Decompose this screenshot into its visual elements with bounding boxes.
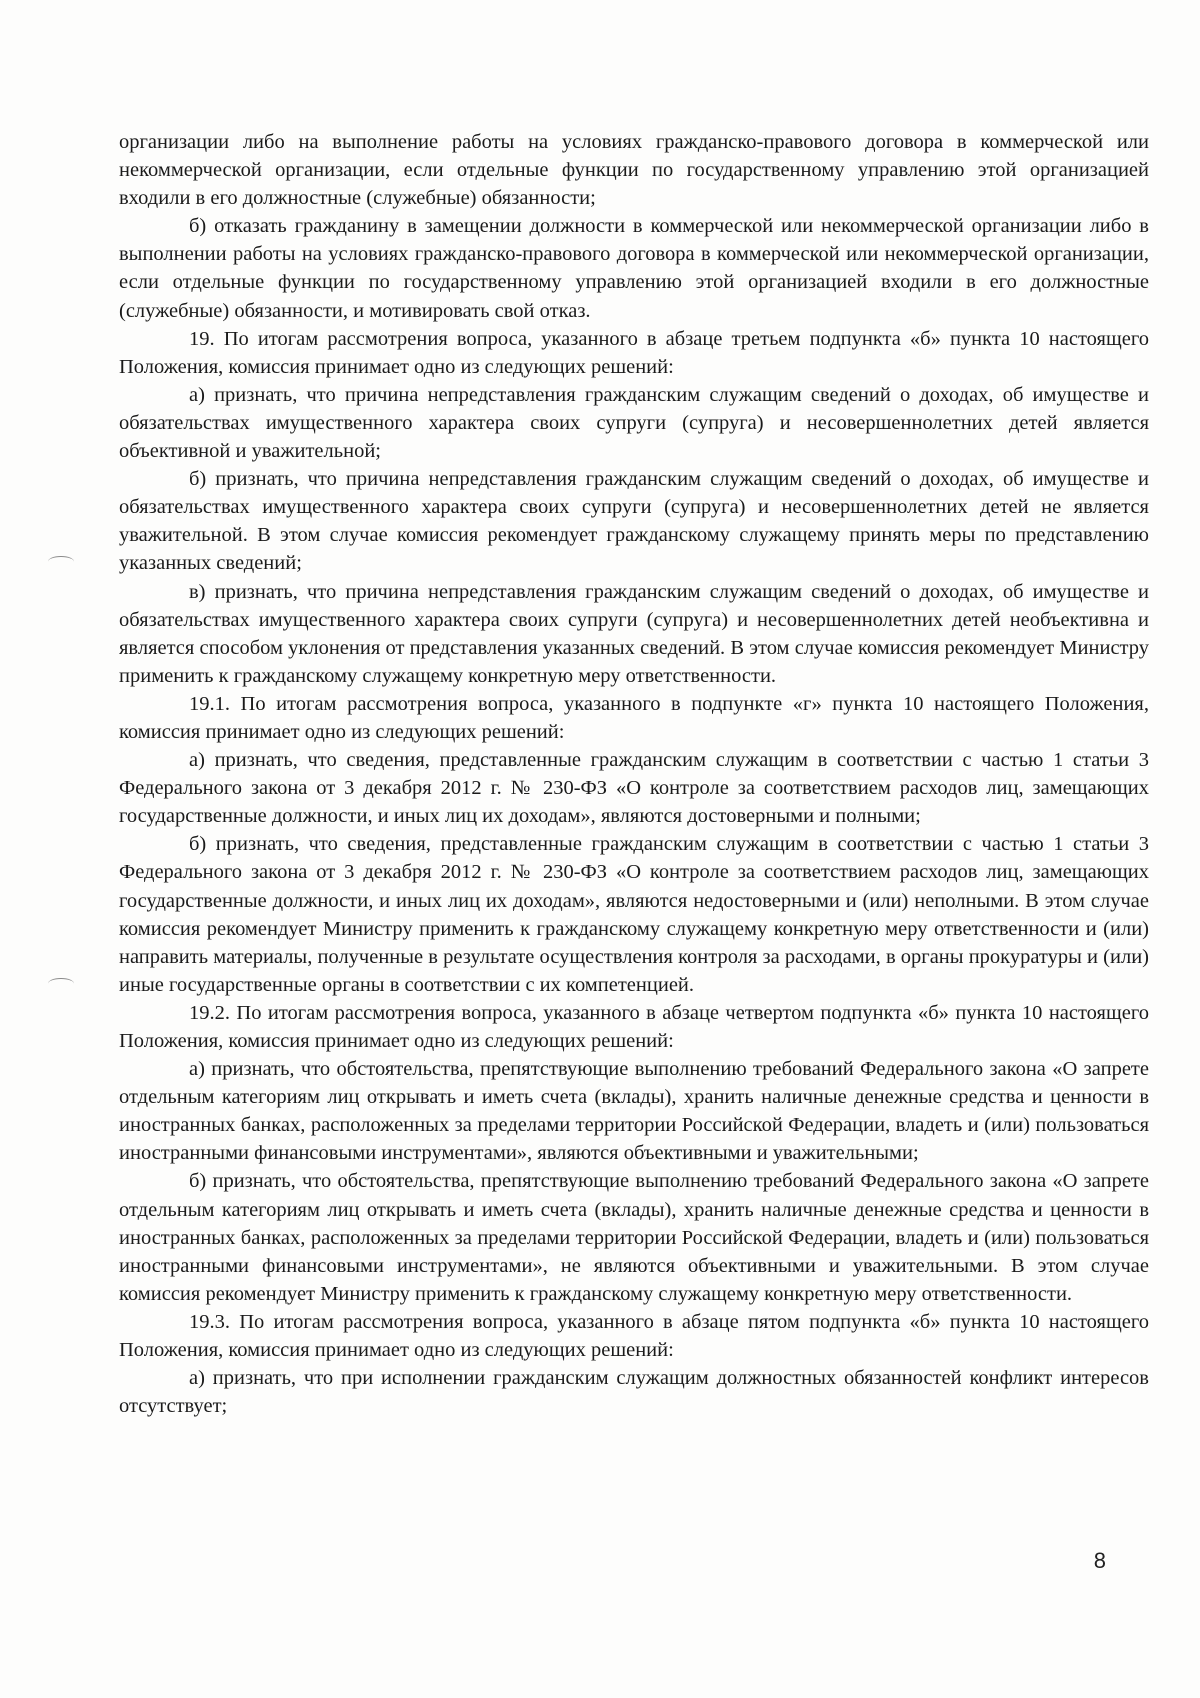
paragraph-19-2a: а) признать, что обстоятельства, препятствующие выполнению требований Федерального закона «О запрете отдельным категориям лиц открывать и иметь счета (вклады), хранить наличные денежные средства и ценности в иностранных банках, расположенных за пределами территории Российской Федерации, владеть и (или) пользоваться иностранными финансовыми инструментами», являются объективными и уважительными;	[119, 1058, 1149, 1165]
document-body	[119, 128, 1149, 1420]
paragraph-19b: б) признать, что причина непредставления гражданским служащим сведений о доходах, об имуществе и обязательствах имущественного характера своих супруги (супруга) и несовершеннолетних детей не является уважительной. В этом случае комиссия рекомендует гражданскому служащему принять меры по представлению указанных сведений;	[119, 468, 1149, 575]
paragraph-19-3a: а) признать, что при исполнении гражданским служащим должностных обязанностей конфликт интересов отсутствует;	[119, 1367, 1149, 1418]
paragraph-19-2b: б) признать, что обстоятельства, препятствующие выполнению требований Федерального закона «О запрете отдельным категориям лиц открывать и иметь счета (вклады), хранить наличные денежные средства и ценности в иностранных банках, расположенных за пределами территории Российской Федерации, владеть и (или) пользоваться иностранными финансовыми инструментами», не являются объективными и уважительными. В этом случае комиссия рекомендует Министру применить к гражданскому служащему конкретную меру ответственности.	[119, 1170, 1149, 1305]
scan-artifact-mark	[48, 978, 74, 989]
scan-artifact-mark	[48, 556, 74, 567]
page-number: 8	[1093, 1548, 1106, 1573]
paragraph-19: 19. По итогам рассмотрения вопроса, указанного в абзаце третьем подпункта «б» пункта 10 настоящего Положения, комиссия принимает одно из следующих решений:	[119, 327, 1149, 378]
paragraph-19-2: 19.2. По итогам рассмотрения вопроса, указанного в абзаце четвертом подпункта «б» пункта 10 настоящего Положения, комиссия принимает одно из следующих решений:	[119, 1001, 1149, 1052]
paragraph-19v: в) признать, что причина непредставления гражданским служащим сведений о доходах, об имуществе и обязательствах имущественного характера своих супруги (супруга) и несовершеннолетних детей необъективна и является способом уклонения от представления указанных сведений. В этом случае комиссия рекомендует Министру применить к гражданскому служащему конкретную меру ответственности.	[119, 580, 1149, 687]
paragraph-19-1b: б) признать, что сведения, представленные гражданским служащим в соответствии с частью 1 статьи 3 Федерального закона от 3 декабря 2012 г. № 230-ФЗ «О контроле за соответствием расходов лиц, замещающих государственные должности, и иных лиц их доходам», являются недостоверными и (или) неполными. В этом случае комиссия рекомендует Министру применить к гражданскому служащему конкретную меру ответственности и (или) направить материалы, полученные в результате осуществления контроля за расходами, в органы прокуратуры и (или) иные государственные органы в соответствии с их компетенцией.	[119, 833, 1149, 996]
paragraph-continuation: организации либо на выполнение работы на условиях гражданско-правового договора в коммерческой или некоммерческой организации, если отдельные функции по государственному управлению этой организацией входили в его должностные (служебные) обязанности;	[119, 131, 1149, 210]
paragraph-19-3: 19.3. По итогам рассмотрения вопроса, указанного в абзаце пятом подпункта «б» пункта 10 настоящего Положения, комиссия принимает одно из следующих решений:	[119, 1310, 1149, 1362]
paragraph-19-1a: а) признать, что сведения, представленные гражданским служащим в соответствии с частью 1 статьи 3 Федерального закона от 3 декабря 2012 г. № 230-ФЗ «О контроле за соответствием расходов лиц, замещающих государственные должности, и иных лиц их доходам», являются достоверными и полными;	[119, 749, 1149, 828]
paragraph-19-1: 19.1. По итогам рассмотрения вопроса, указанного в подпункте «г» пункта 10 настоящего Положения, комиссия принимает одно из следующих решений:	[119, 692, 1149, 743]
paragraph-18b: б) отказать гражданину в замещении должности в коммерческой или некоммерческой организации либо в выполнении работы на условиях гражданско-правового договора в коммерческой или некоммерческой организации, если отдельные функции по государственному управлению этой организацией входили в его должностные (служебные) обязанности, и мотивировать свой отказ.	[119, 215, 1149, 322]
paragraph-19a: а) признать, что причина непредставления гражданским служащим сведений о доходах, об имуществе и обязательствах имущественного характера своих супруги (супруга) и несовершеннолетних детей является объективной и уважительной;	[119, 383, 1149, 463]
